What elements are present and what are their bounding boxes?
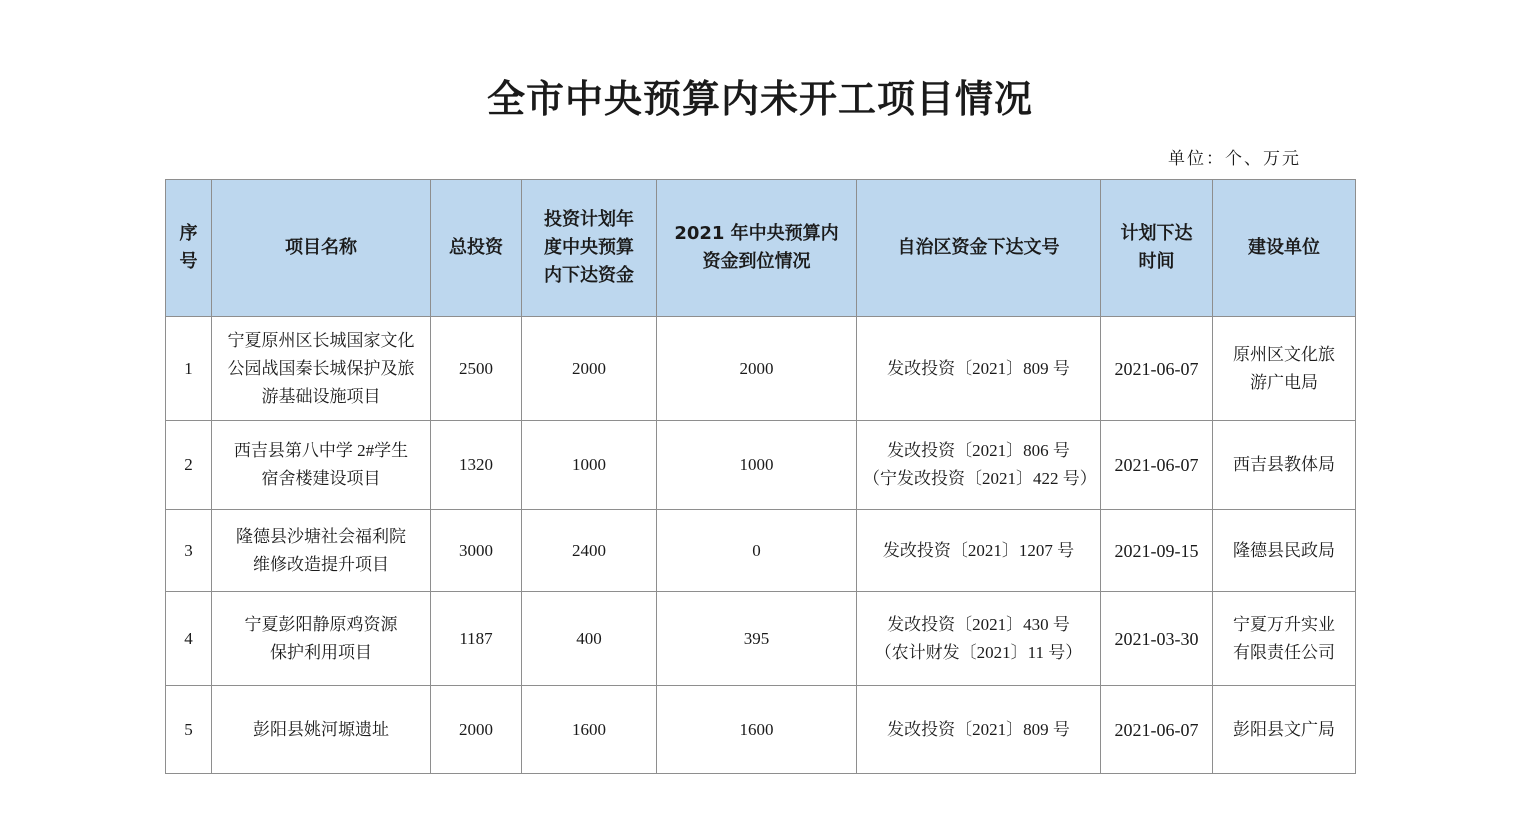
cell-construction-unit: 原州区文化旅 游广电局 — [1213, 317, 1356, 421]
header-plan-date: 计划下达 时间 — [1101, 180, 1213, 317]
table-row — [166, 686, 1356, 774]
cell-central-budget-funds: 2000 — [522, 317, 657, 421]
cell-plan-date: 2021-03-30 — [1101, 592, 1213, 686]
cell-plan-date: 2021-06-07 — [1101, 686, 1213, 774]
header-document-number: 自治区资金下达文号 — [857, 180, 1101, 317]
cell-plan-date: 2021-06-07 — [1101, 317, 1213, 421]
cell-total-investment: 3000 — [431, 510, 522, 592]
cell-plan-date: 2021-09-15 — [1101, 510, 1213, 592]
cell-document-number: 发改投资〔2021〕430 号 （农计财发〔2021〕11 号） — [857, 592, 1101, 686]
header-funds-in-place: 2021 年中央预算内 资金到位情况 — [657, 180, 857, 317]
cell-funds-in-place: 0 — [657, 510, 857, 592]
cell-document-number: 发改投资〔2021〕809 号 — [857, 317, 1101, 421]
cell-total-investment: 1320 — [431, 421, 522, 510]
cell-funds-in-place: 395 — [657, 592, 857, 686]
cell-funds-in-place: 1600 — [657, 686, 857, 774]
header-construction-unit: 建设单位 — [1213, 180, 1356, 317]
cell-central-budget-funds: 1600 — [522, 686, 657, 774]
cell-central-budget-funds: 400 — [522, 592, 657, 686]
cell-project-name: 宁夏原州区长城国家文化 公园战国秦长城保护及旅 游基础设施项目 — [212, 317, 431, 421]
table-row — [166, 592, 1356, 686]
cell-plan-date: 2021-06-07 — [1101, 421, 1213, 510]
cell-funds-in-place: 1000 — [657, 421, 857, 510]
page-title: 全市中央预算内未开工项目情况 — [486, 76, 1033, 121]
header-project-name: 项目名称 — [212, 180, 431, 317]
cell-central-budget-funds: 2400 — [522, 510, 657, 592]
table-row — [166, 317, 1356, 421]
cell-funds-in-place: 2000 — [657, 317, 857, 421]
cell-seq: 5 — [166, 686, 212, 774]
header-total-investment: 总投资 — [431, 180, 522, 317]
cell-construction-unit: 西吉县教体局 — [1213, 421, 1356, 510]
cell-construction-unit: 隆德县民政局 — [1213, 510, 1356, 592]
cell-seq: 3 — [166, 510, 212, 592]
cell-seq: 2 — [166, 421, 212, 510]
cell-seq: 4 — [166, 592, 212, 686]
cell-project-name: 西吉县第八中学 2#学生 宿舍楼建设项目 — [212, 421, 431, 510]
header-central-budget-funds: 投资计划年 度中央预算 内下达资金 — [522, 180, 657, 317]
cell-construction-unit: 宁夏万升实业 有限责任公司 — [1213, 592, 1356, 686]
header-seq: 序 号 — [166, 180, 212, 317]
cell-total-investment: 1187 — [431, 592, 522, 686]
projects-table — [165, 179, 1356, 774]
cell-document-number: 发改投资〔2021〕809 号 — [857, 686, 1101, 774]
cell-central-budget-funds: 1000 — [522, 421, 657, 510]
table-row — [166, 510, 1356, 592]
cell-document-number: 发改投资〔2021〕1207 号 — [857, 510, 1101, 592]
cell-construction-unit: 彭阳县文广局 — [1213, 686, 1356, 774]
table-header-row — [166, 180, 1356, 317]
cell-project-name: 隆德县沙塘社会福利院 维修改造提升项目 — [212, 510, 431, 592]
cell-project-name: 彭阳县姚河塬遗址 — [212, 686, 431, 774]
cell-document-number: 发改投资〔2021〕806 号 （宁发改投资〔2021〕422 号） — [857, 421, 1101, 510]
table-row — [166, 421, 1356, 510]
cell-total-investment: 2000 — [431, 686, 522, 774]
cell-project-name: 宁夏彭阳静原鸡资源 保护利用项目 — [212, 592, 431, 686]
cell-seq: 1 — [166, 317, 212, 421]
unit-label: 单位：个、万元 — [1168, 149, 1301, 169]
cell-total-investment: 2500 — [431, 317, 522, 421]
